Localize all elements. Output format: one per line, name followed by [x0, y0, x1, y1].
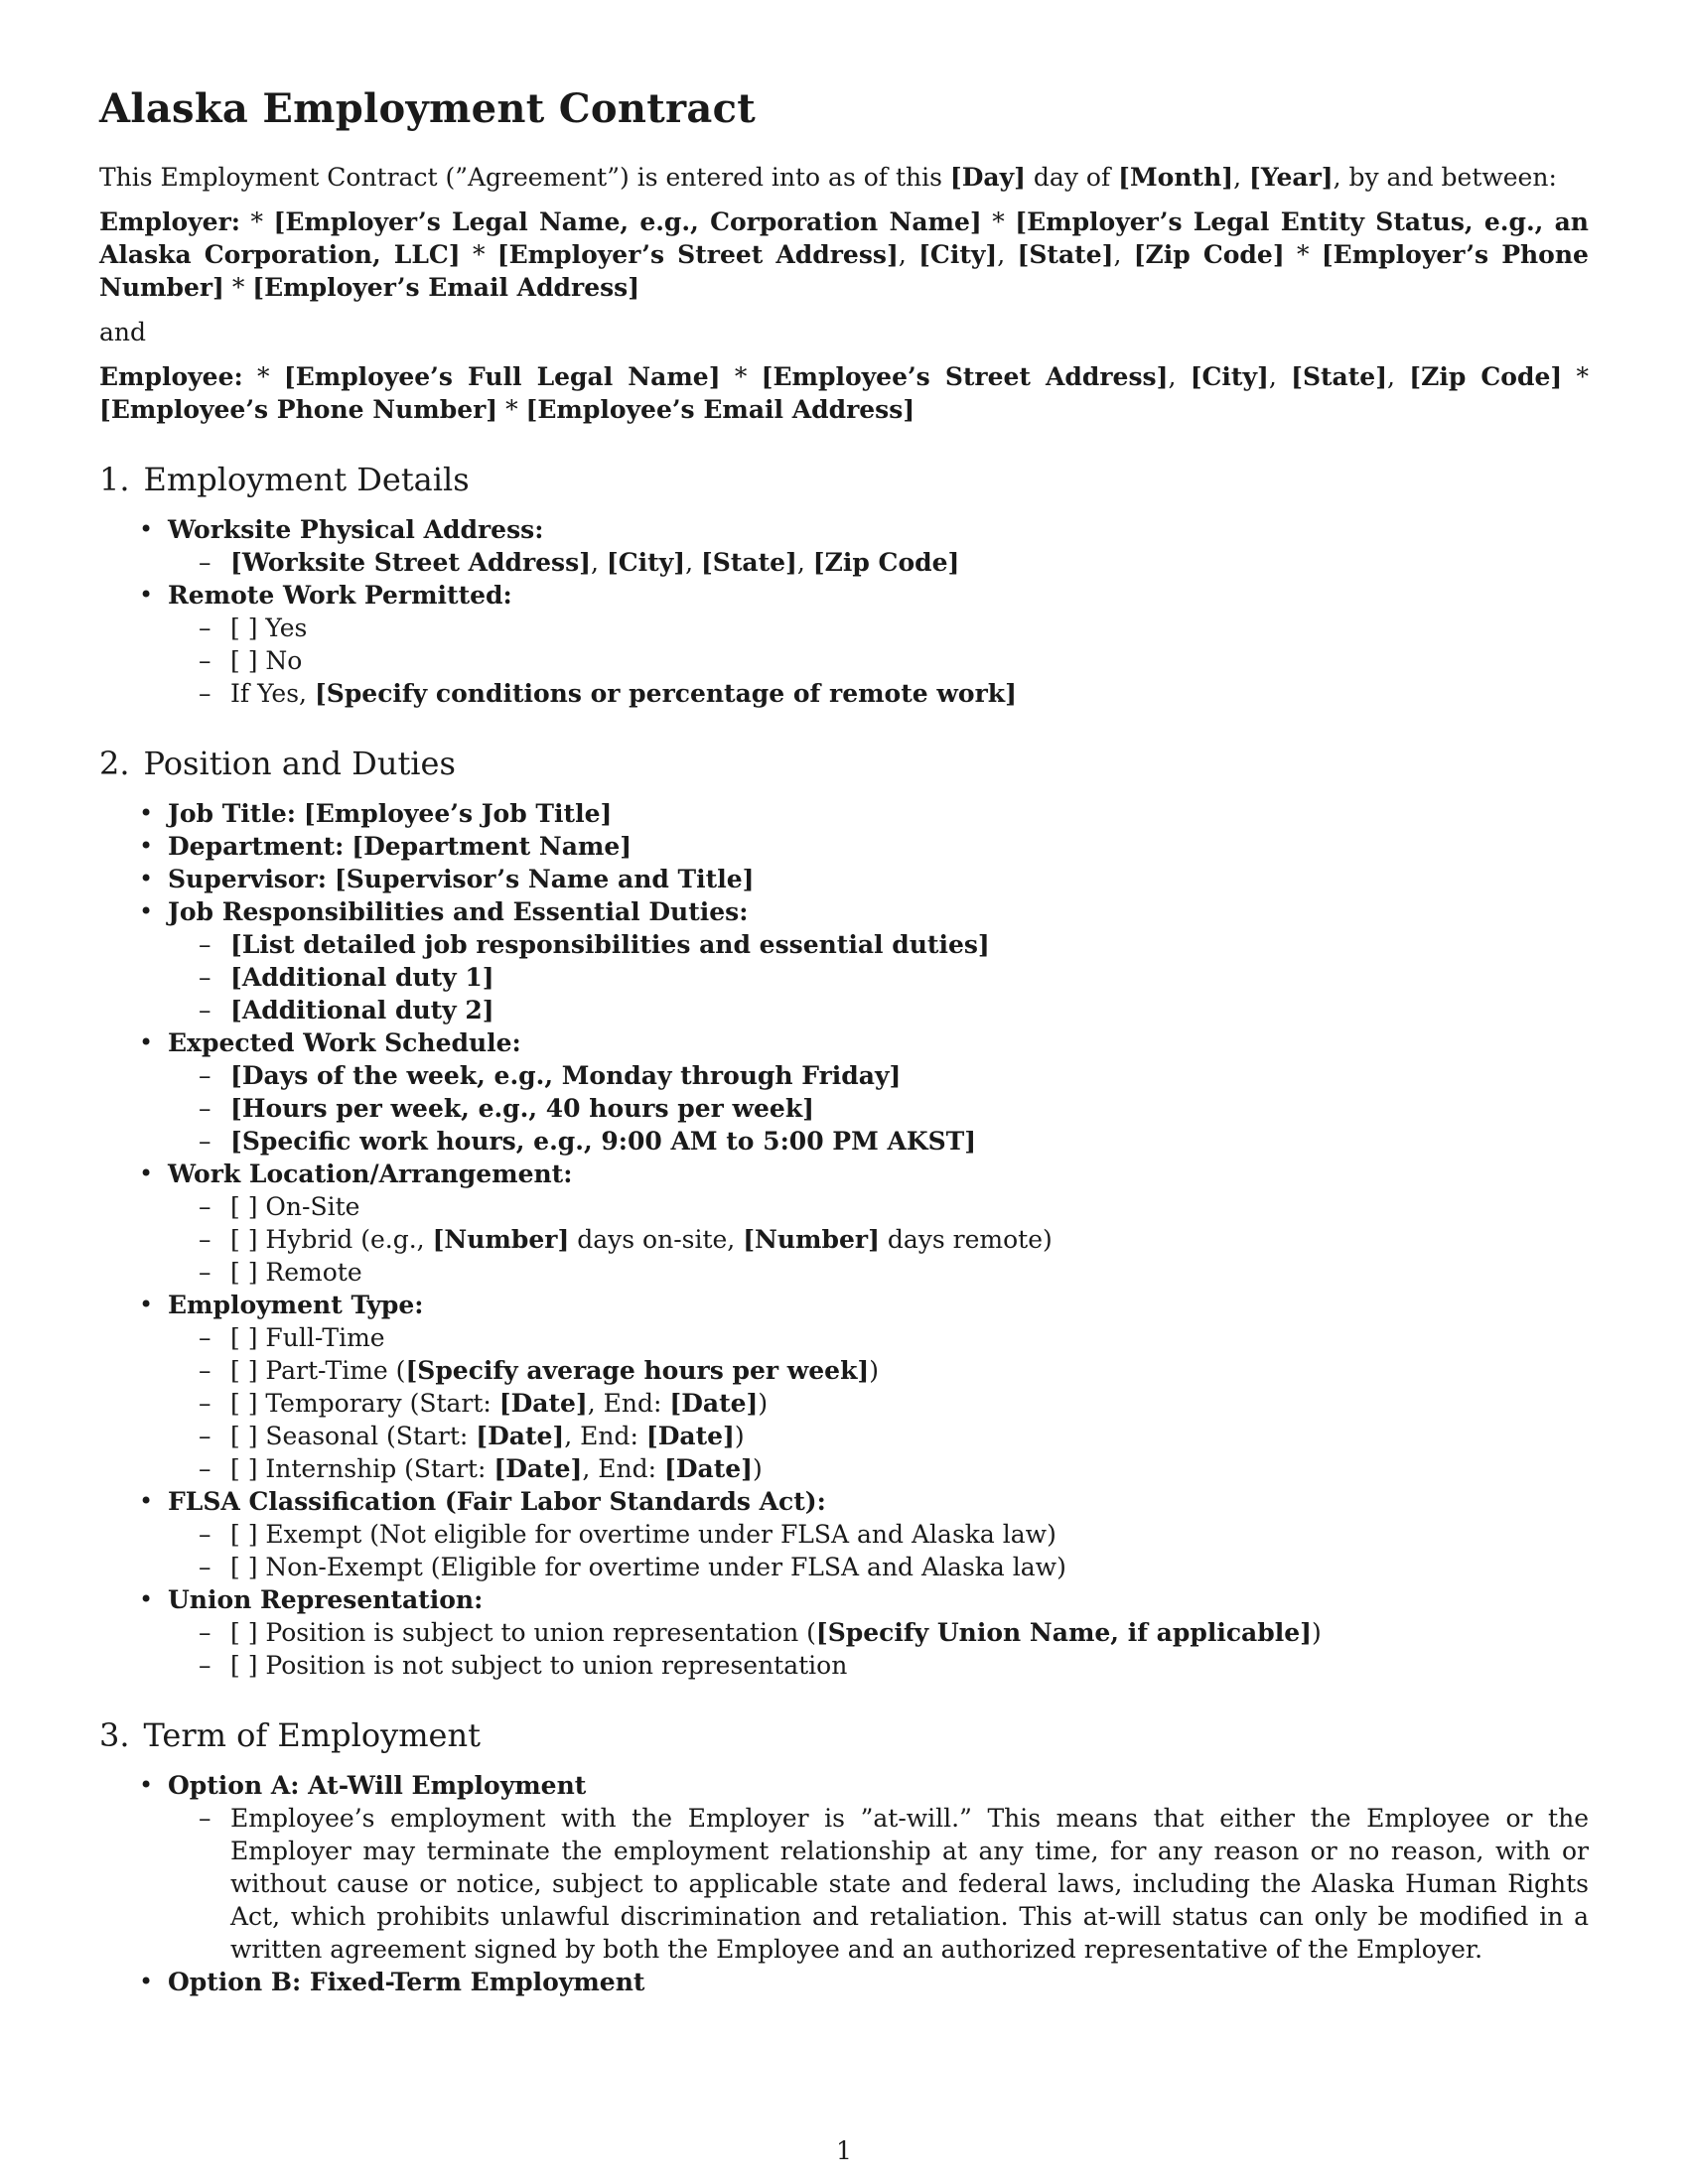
placeholder: [Specify conditions or percentage of remote work] [314, 679, 1017, 708]
employee-zip: [Zip Code] [1409, 362, 1563, 391]
placeholder: [Days of the week, e.g., Monday through Friday] [230, 1061, 902, 1090]
text: [ ] Temporary (Start: [230, 1389, 499, 1418]
sub-item [199, 677, 1589, 710]
location-label: Work Location/Arrangement: [168, 1160, 573, 1188]
section-title: Employment Details [143, 461, 470, 498]
comma: , [997, 240, 1018, 269]
checkbox-option-temporary[interactable] [199, 1387, 1589, 1420]
option-a-label: Option A: At-Will Employment [168, 1771, 587, 1800]
section-heading [99, 744, 1589, 783]
sub-list [168, 928, 1589, 1026]
text: [ ] Internship (Start: [230, 1454, 494, 1483]
worksite-street: [Worksite Street Address] [230, 548, 592, 577]
checkbox-option-union-not[interactable]: – [ ] Position is not subject to union representation [199, 1649, 1589, 1682]
checkbox-option-remote[interactable]: – [ ] Remote [199, 1256, 1589, 1289]
text: ) [869, 1356, 879, 1385]
list-item [139, 1583, 1589, 1682]
department-value: [Department Name] [352, 832, 633, 861]
comma: , [1387, 362, 1410, 391]
intro-mid2: , [1233, 163, 1249, 192]
text: [ ] Seasonal (Start: [230, 1422, 477, 1450]
comma: , [898, 240, 919, 269]
placeholder: [Date] [476, 1422, 565, 1450]
department-label: Department: [168, 832, 345, 861]
sub-list [168, 1518, 1589, 1583]
list-item [139, 579, 1589, 710]
list-item [139, 1026, 1589, 1158]
text: ) [752, 1454, 763, 1483]
text: days remote) [879, 1225, 1053, 1254]
separator: * [460, 240, 497, 269]
placeholder: [Specific work hours, e.g., 9:00 AM to 5:00 PM AKST] [230, 1127, 977, 1156]
checkbox-option-exempt[interactable]: – [ ] Exempt (Not eligible for overtime under FLSA and Alaska law) [199, 1518, 1589, 1551]
section-number: 1. [99, 461, 130, 498]
section-employment-details [99, 460, 1589, 710]
text: ) [1311, 1618, 1322, 1647]
employee-street: [Employee’s Street Address] [761, 362, 1169, 391]
placeholder: [Specify Union Name, if applicable] [815, 1618, 1312, 1647]
supervisor-value: [Supervisor’s Name and Title] [334, 865, 755, 893]
employer-email: [Employer’s Email Address] [252, 273, 640, 302]
placeholder: [Date] [493, 1454, 583, 1483]
separator: * [240, 207, 274, 236]
checkbox-option-union-subject[interactable] [199, 1616, 1589, 1649]
employer-city: [City] [918, 240, 998, 269]
text: ) [734, 1422, 745, 1450]
list-item [139, 863, 1589, 895]
checkbox-option-seasonal[interactable] [199, 1420, 1589, 1452]
text: ) [758, 1389, 769, 1418]
placeholder: [Date] [669, 1389, 759, 1418]
section-number: 3. [99, 1716, 130, 1754]
schedule-label: Expected Work Schedule: [168, 1028, 521, 1057]
bullet-list [99, 797, 1589, 1682]
checkbox-option-hybrid[interactable] [199, 1223, 1589, 1256]
list-item [139, 1769, 1589, 1966]
sub-item [199, 928, 1589, 961]
employee-name: [Employee’s Full Legal Name] [283, 362, 721, 391]
comma: , [1113, 240, 1134, 269]
placeholder: [Additional duty 2] [230, 996, 494, 1024]
intro-prefix: This Employment Contract (”Agreement”) is entered into as of this [99, 163, 950, 192]
separator: * [1284, 240, 1322, 269]
sub-item [199, 1125, 1589, 1158]
worksite-zip: [Zip Code] [812, 548, 960, 577]
intro-month-placeholder: [Month] [1118, 163, 1234, 192]
sub-list [168, 612, 1589, 710]
section-position-duties [99, 744, 1589, 1682]
worksite-city: [City] [606, 548, 686, 577]
separator: * [242, 362, 284, 391]
job-title-label: Job Title: [168, 799, 296, 828]
intro-year-placeholder: [Year] [1248, 163, 1334, 192]
union-label: Union Representation: [168, 1585, 484, 1614]
employer-state: [State] [1017, 240, 1114, 269]
section-number: 2. [99, 745, 130, 782]
page-number: 1 [836, 2136, 852, 2165]
list-item [139, 797, 1589, 830]
employee-state: [State] [1291, 362, 1388, 391]
employee-label: Employee: [99, 362, 243, 391]
comma: , [1268, 362, 1292, 391]
employment-type-label: Employment Type: [168, 1291, 424, 1319]
comma: , [591, 548, 607, 577]
section-title: Position and Duties [143, 745, 456, 782]
comma: , [1168, 362, 1191, 391]
placeholder: [Number] [743, 1225, 880, 1254]
document-title: Alaska Employment Contract [99, 85, 757, 132]
section-term-of-employment [99, 1715, 1589, 1998]
sub-item [199, 1059, 1589, 1092]
employee-block [99, 360, 1589, 426]
list-item [139, 895, 1589, 1026]
placeholder: [Hours per week, e.g., 40 hours per week] [230, 1094, 814, 1123]
flsa-label: FLSA Classification (Fair Labor Standards Act): [168, 1487, 826, 1516]
employee-email: [Employee’s Email Address] [525, 395, 915, 424]
sub-list [168, 1802, 1589, 1966]
sub-list [168, 1059, 1589, 1158]
checkbox-option-yes[interactable]: – [ ] Yes [199, 612, 1589, 644]
sub-list [168, 546, 1589, 579]
supervisor-label: Supervisor: [168, 865, 327, 893]
placeholder: [Number] [432, 1225, 570, 1254]
employer-phone: [Employer’s Phone Number] [99, 240, 1589, 302]
section-title: Term of Employment [143, 1716, 481, 1754]
placeholder: [Date] [498, 1389, 588, 1418]
checkbox-option-full-time[interactable]: – [ ] Full-Time [199, 1321, 1589, 1354]
list-item [139, 830, 1589, 863]
checkbox-option-non-exempt[interactable]: – [ ] Non-Exempt (Eligible for overtime under FLSA and Alaska law) [199, 1551, 1589, 1583]
employer-entity: [Employer’s Legal Entity Status, e.g., an Alaska Corporation, LLC] [99, 207, 1589, 269]
separator: * [1562, 362, 1590, 391]
text: days on-site, [569, 1225, 744, 1254]
placeholder: [Additional duty 1] [230, 963, 494, 992]
placeholder: [Date] [663, 1454, 753, 1483]
employer-block [99, 205, 1589, 304]
intro-paragraph [99, 161, 1589, 194]
employer-label: Employer: [99, 207, 240, 236]
sub-item [199, 546, 1589, 579]
worksite-state: [State] [700, 548, 797, 577]
separator: * [223, 273, 253, 302]
list-item [139, 513, 1589, 579]
separator: * [981, 207, 1016, 236]
responsibilities-label: Job Responsibilities and Essential Duties: [168, 897, 749, 926]
comma: , [685, 548, 701, 577]
separator: * [720, 362, 762, 391]
text: If Yes, [230, 679, 315, 708]
employee-city: [City] [1190, 362, 1269, 391]
text: , End: [582, 1454, 664, 1483]
checkbox-option-part-time[interactable] [199, 1354, 1589, 1387]
sub-list [168, 1190, 1589, 1289]
worksite-label: Worksite Physical Address: [168, 515, 544, 544]
intro-mid1: day of [1025, 163, 1119, 192]
list-item [139, 1485, 1589, 1583]
sub-item [199, 961, 1589, 994]
sub-list [168, 1616, 1589, 1682]
intro-suffix: , by and between: [1333, 163, 1557, 192]
list-item [139, 1289, 1589, 1485]
employee-phone: [Employee’s Phone Number] [99, 395, 498, 424]
and-text: and [99, 318, 147, 346]
option-a-text: – Employee’s employment with the Employer is ”at-will.” This means that either the Employee or the Employer may terminate the employment relationship at any time, for any reason or no reason, with or without cause or notice, subject to applicable state and federal laws, including the Alaska Human Rights Act, which prohibits unlawful discrimination and retaliation. This at-will status can only be modified in a written agreement signed by both the Employee and an authorized representative of the Employer. [199, 1802, 1589, 1966]
placeholder: [Date] [645, 1422, 735, 1450]
sub-item [199, 1092, 1589, 1125]
bullet-list [99, 513, 1589, 710]
checkbox-option-onsite[interactable]: – [ ] On-Site [199, 1190, 1589, 1223]
section-heading [99, 460, 1589, 499]
sub-list [168, 1321, 1589, 1485]
job-title-value: [Employee’s Job Title] [303, 799, 613, 828]
separator: * [497, 395, 526, 424]
placeholder: [List detailed job responsibilities and essential duties] [230, 930, 990, 959]
employer-name: [Employer’s Legal Name, e.g., Corporation Name] [273, 207, 982, 236]
checkbox-option-internship[interactable] [199, 1452, 1589, 1485]
comma: , [796, 548, 813, 577]
employer-zip: [Zip Code] [1133, 240, 1285, 269]
text: [ ] Part-Time ( [230, 1356, 406, 1385]
bullet-list [99, 1769, 1589, 1998]
checkbox-option-no[interactable]: – [ ] No [199, 644, 1589, 677]
list-item [139, 1966, 1589, 1998]
list-item [139, 1158, 1589, 1289]
intro-day-placeholder: [Day] [949, 163, 1026, 192]
option-b-label: Option B: Fixed-Term Employment [168, 1968, 645, 1996]
text: , End: [587, 1389, 670, 1418]
employer-street: [Employer’s Street Address] [496, 240, 899, 269]
text: , End: [564, 1422, 646, 1450]
placeholder: [Specify average hours per week] [405, 1356, 870, 1385]
text: [ ] Position is subject to union representation ( [230, 1618, 816, 1647]
text: [ ] Hybrid (e.g., [230, 1225, 433, 1254]
remote-label: Remote Work Permitted: [168, 581, 512, 610]
section-heading [99, 1715, 1589, 1755]
sub-item [199, 994, 1589, 1026]
